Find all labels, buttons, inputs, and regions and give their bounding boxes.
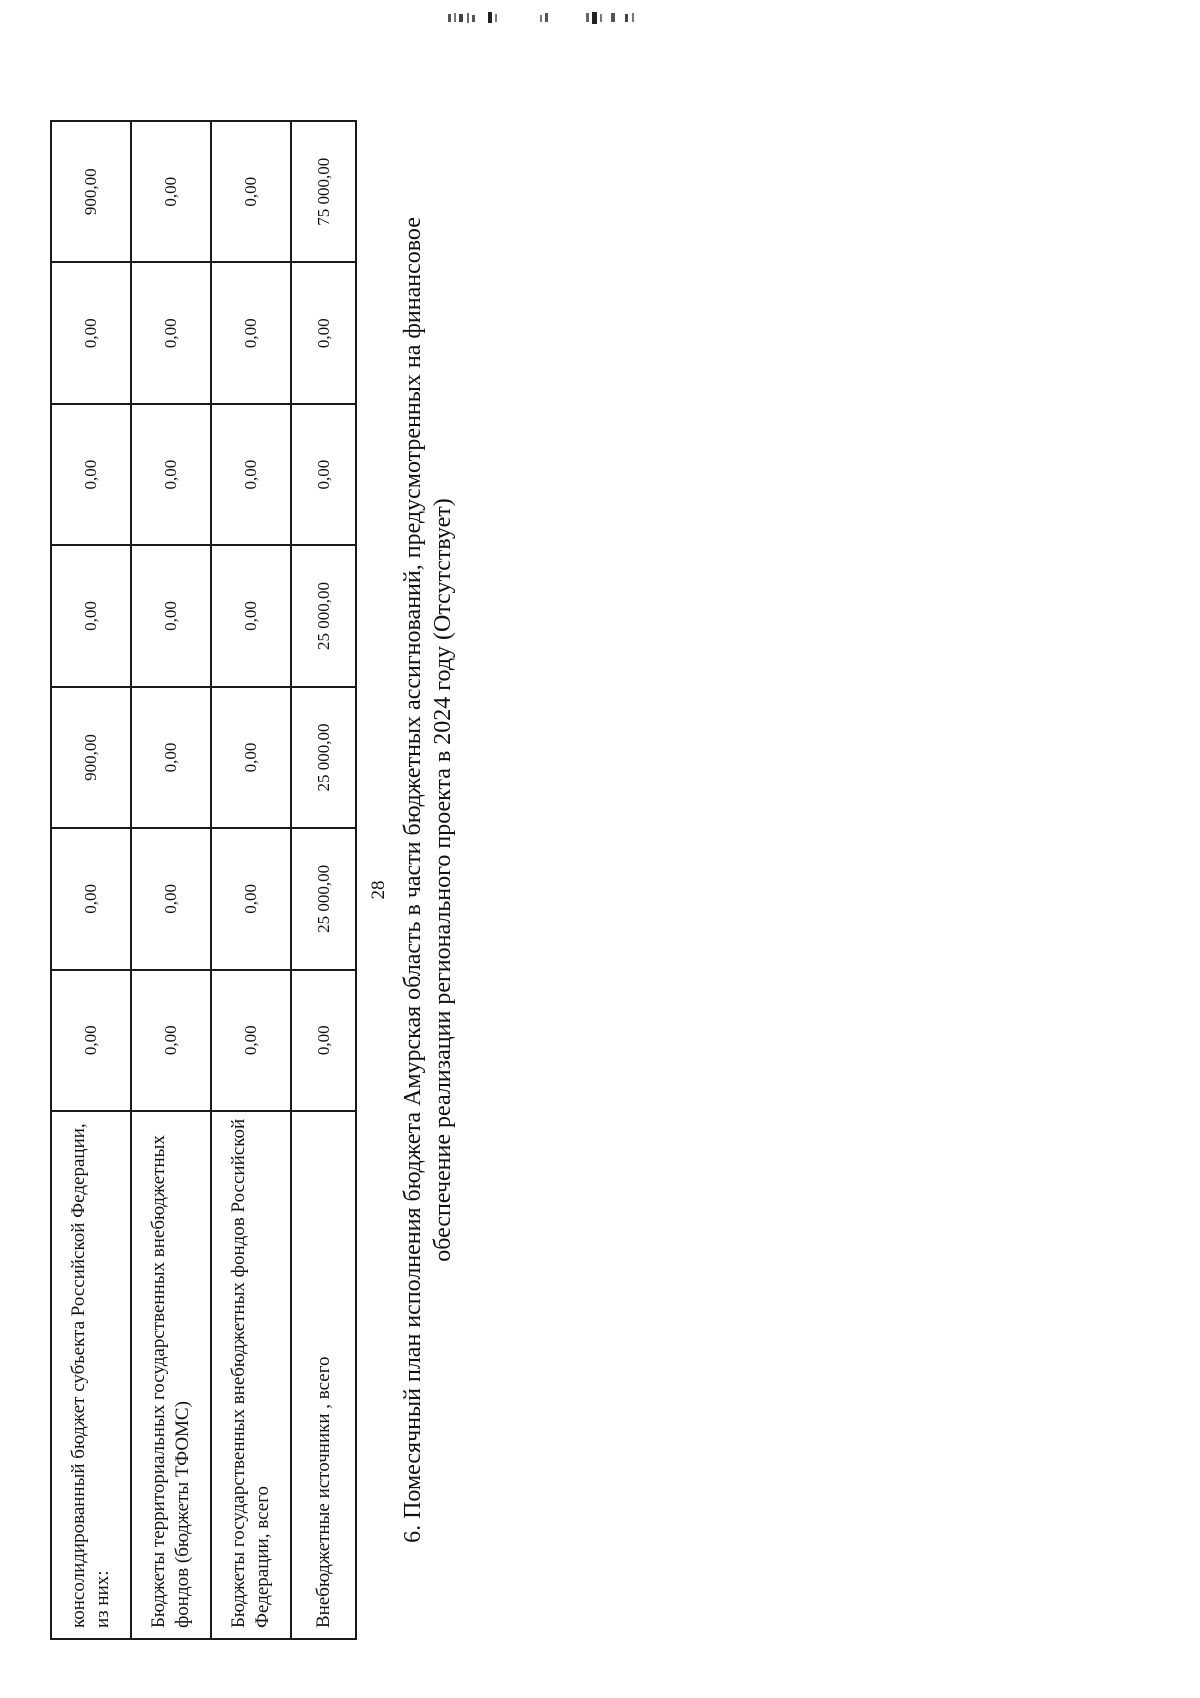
rotated-page: [0, 80, 1100, 1680]
table-cell: 0,00: [51, 970, 131, 1111]
scan-artifact: [448, 10, 668, 26]
table-cell: 0,00: [211, 262, 291, 403]
table-cell: 0,00: [131, 404, 211, 545]
table-cell: 900,00: [51, 121, 131, 262]
table-cell: 0,00: [291, 970, 356, 1111]
table-cell: 0,00: [51, 545, 131, 686]
table-cell: 0,00: [131, 828, 211, 969]
budget-table: [50, 120, 357, 1640]
section-heading-line-2: обеспечение реализации регионального проекта в 2024 году (Отсутствует): [430, 498, 456, 1262]
table-row: [51, 121, 131, 1639]
row-label: Бюджеты государственных внебюджетных фондов Российской Федерации, всего: [211, 1111, 291, 1639]
table-row: [211, 121, 291, 1639]
table-cell: 0,00: [131, 262, 211, 403]
table-cell: 25 000,00: [291, 687, 356, 828]
table-cell: 0,00: [291, 404, 356, 545]
table-cell: 0,00: [131, 970, 211, 1111]
row-label: Внебюджетные источники , всего: [291, 1111, 356, 1639]
table-cell: 0,00: [51, 262, 131, 403]
section-heading-line-1: 6. Помесячный план исполнения бюджета Амурская область в части бюджетных ассигнований, предусмотренных на финансовое: [400, 217, 426, 1543]
table-cell: 25 000,00: [291, 545, 356, 686]
table-cell: 0,00: [211, 828, 291, 969]
table-row: [291, 121, 356, 1639]
page-number: 28: [368, 880, 389, 900]
row-label: консолидированный бюджет субъекта Российской Федерации, из них:: [51, 1111, 131, 1639]
table-row: [131, 121, 211, 1639]
table-cell: 0,00: [131, 687, 211, 828]
table-cell: 0,00: [211, 687, 291, 828]
section-heading: [398, 120, 458, 1640]
table-cell: 0,00: [291, 262, 356, 403]
table-cell: 0,00: [51, 828, 131, 969]
table-cell: 0,00: [131, 121, 211, 262]
table-cell: 900,00: [51, 687, 131, 828]
row-label: Бюджеты территориальных государственных внебюджетных фондов (бюджеты ТФОМС): [131, 1111, 211, 1639]
table-cell: 0,00: [51, 404, 131, 545]
table-cell: 0,00: [131, 545, 211, 686]
table-cell: 0,00: [211, 404, 291, 545]
table-cell: 75 000,00: [291, 121, 356, 262]
table-cell: 25 000,00: [291, 828, 356, 969]
table-cell: 0,00: [211, 545, 291, 686]
table-cell: 0,00: [211, 121, 291, 262]
table-cell: 0,00: [211, 970, 291, 1111]
